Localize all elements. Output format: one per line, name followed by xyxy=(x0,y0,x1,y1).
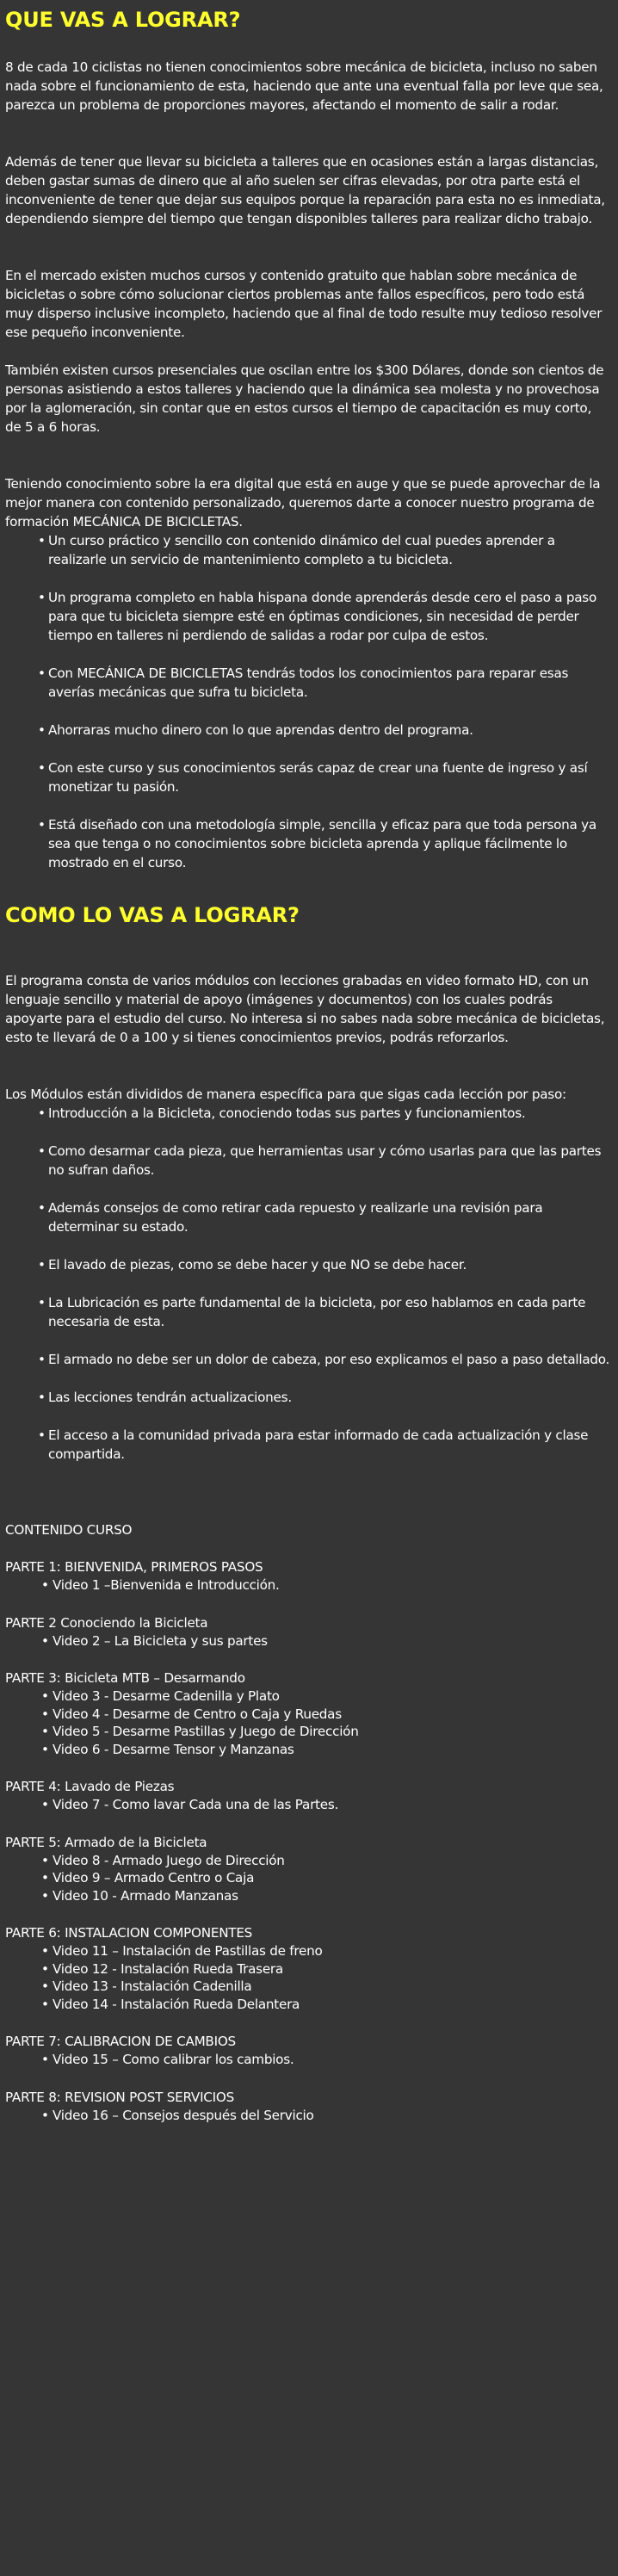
heading-que-vas-a-lograr: QUE VAS A LOGRAR? xyxy=(5,8,241,32)
video-item: • Video 6 - Desarme Tensor y Manzanas xyxy=(5,1741,611,1759)
part-title: PARTE 8: REVISION POST SERVICIOS xyxy=(5,2089,234,2105)
list-item: • El lavado de piezas, como se debe hacer y que NO se debe hacer. xyxy=(5,1255,611,1274)
course-content xyxy=(5,1520,611,2124)
list-item: • Un curso práctico y sencillo con contenido dinámico del cual puedes aprender a realizarle un servicio de mantenimiento completo a tu bicicleta. xyxy=(5,531,611,569)
list-item: • Introducción a la Bicicleta, conociendo todas sus partes y funcionamientos. xyxy=(5,1104,611,1123)
video-list xyxy=(5,1687,611,1758)
list-item: • El armado no debe ser un dolor de cabeza, por eso explicamos el paso a paso detallado. xyxy=(5,1350,611,1369)
video-list xyxy=(5,1632,611,1650)
video-list xyxy=(5,1852,611,1905)
benefits-list xyxy=(5,531,611,872)
video-item: • Video 9 – Armado Centro o Caja xyxy=(5,1869,611,1887)
list-item: • Con MECÁNICA DE BICICLETAS tendrás todos los conocimientos para reparar esas averías mecánicas que sufra tu bicicleta. xyxy=(5,664,611,702)
video-item: • Video 10 - Armado Manzanas xyxy=(5,1887,611,1905)
list-item: • Ahorraras mucho dinero con lo que aprendas dentro del programa. xyxy=(5,721,611,740)
part-title: PARTE 3: Bicicleta MTB – Desarmando xyxy=(5,1670,245,1686)
list-item: • Un programa completo en habla hispana donde aprenderás desde cero el paso a paso para que tu bicicleta siempre esté en óptimas condiciones, sin necesidad de perder tiempo en talleres ni perdiendo de salidas a rodar por culpa de estos. xyxy=(5,588,611,645)
video-item: • Video 12 - Instalación Rueda Trasera xyxy=(5,1960,611,1978)
video-list xyxy=(5,1576,611,1595)
video-item: • Video 11 – Instalación de Pastillas de freno xyxy=(5,1942,611,1960)
video-item: • Video 7 - Como lavar Cada una de las Partes. xyxy=(5,1796,611,1814)
part-title: PARTE 2 Conociendo la Bicicleta xyxy=(5,1614,208,1631)
paragraph: Los Módulos están divididos de manera específica para que sigas cada lección por paso: xyxy=(5,1087,566,1102)
list-item: • Con este curso y sus conocimientos serás capaz de crear una fuente de ingreso y así monetizar tu pasión. xyxy=(5,759,611,796)
heading-como-lo-vas-a-lograr: COMO LO VAS A LOGRAR? xyxy=(5,903,300,927)
video-item: • Video 15 – Como calibrar los cambios. xyxy=(5,2051,611,2069)
video-item: • Video 16 – Consejos después del Servicio xyxy=(5,2107,611,2125)
paragraph: El programa consta de varios módulos con lecciones grabadas en video formato HD, con un lenguaje sencillo y material de apoyo (imágenes y documentos) con los cuales podrás apoyarte para el estudio del curso. No interesa si no sabes nada sobre mecánica de bicicletas, esto te llevará de 0 a 100 y si tienes conocimientos previos, podrás reforzarlos. xyxy=(5,973,605,1045)
paragraph: 8 de cada 10 ciclistas no tienen conocimientos sobre mecánica de bicicleta, incluso no saben nada sobre el funcionamiento de esta, haciendo que ante una eventual falla por leve que sea, parezca un problema de proporciones mayores, afectando el momento de salir a rodar. xyxy=(5,59,603,113)
modules-list xyxy=(5,1104,611,1464)
video-item: • Video 8 - Armado Juego de Dirección xyxy=(5,1852,611,1870)
list-item: • El acceso a la comunidad privada para estar informado de cada actualización y clase compartida. xyxy=(5,1426,611,1464)
course-content-title: CONTENIDO CURSO xyxy=(5,1522,133,1538)
video-list xyxy=(5,1796,611,1814)
list-item: • La Lubricación es parte fundamental de la bicicleta, por eso hablamos en cada parte necesaria de esta. xyxy=(5,1293,611,1331)
video-item: • Video 5 - Desarme Pastillas y Juego de Dirección xyxy=(5,1723,611,1741)
part-title: PARTE 1: BIENVENIDA, PRIMEROS PASOS xyxy=(5,1559,263,1575)
video-item: • Video 14 - Instalación Rueda Delantera xyxy=(5,1996,611,2014)
list-item: • Como desarmar cada pieza, que herramientas usar y cómo usarlas para que las partes no sufran daños. xyxy=(5,1142,611,1180)
video-list xyxy=(5,2107,611,2125)
part-title: PARTE 5: Armado de la Bicicleta xyxy=(5,1834,207,1850)
video-list xyxy=(5,2051,611,2069)
paragraph: También existen cursos presenciales que oscilan entre los $300 Dólares, donde son cientos de personas asistiendo a estos talleres y haciendo que la dinámica sea molesta y no provechosa por la aglomeración, sin contar que en estos cursos el tiempo de capacitación es muy corto, de 5 a 6 horas. xyxy=(5,362,604,435)
list-item: • Las lecciones tendrán actualizaciones. xyxy=(5,1388,611,1407)
video-item: • Video 13 - Instalación Cadenilla xyxy=(5,1978,611,1996)
part-title: PARTE 4: Lavado de Piezas xyxy=(5,1779,175,1794)
paragraph: Teniendo conocimiento sobre la era digital que está en auge y que se puede aprovechar de la mejor manera con contenido personalizado, queremos darte a conocer nuestro programa de formación MECÁNICA DE BICICLETAS. xyxy=(5,476,601,529)
list-item: • Además consejos de como retirar cada repuesto y realizarle una revisión para determinar su estado. xyxy=(5,1198,611,1236)
part-title: PARTE 6: INSTALACION COMPONENTES xyxy=(5,1925,253,1941)
video-item: • Video 3 - Desarme Cadenilla y Plato xyxy=(5,1687,611,1706)
video-list xyxy=(5,1942,611,2013)
video-item: • Video 2 – La Bicicleta y sus partes xyxy=(5,1632,611,1650)
video-item: • Video 4 - Desarme de Centro o Caja y Ruedas xyxy=(5,1706,611,1724)
list-item: • Está diseñado con una metodología simple, sencilla y eficaz para que toda persona ya sea que tenga o no conocimientos sobre bicicleta aprenda y aplique fácilmente lo mostrado en el curso. xyxy=(5,815,611,872)
paragraph: En el mercado existen muchos cursos y contenido gratuito que hablan sobre mecánica de bicicletas o sobre cómo solucionar ciertos problemas ante fallos específicos, pero todo está muy disperso inclusive incompleto, haciendo que al final de todo resulte muy tedioso resolver ese pequeño inconveniente. xyxy=(5,268,603,340)
video-item: • Video 1 –Bienvenida e Introducción. xyxy=(5,1576,611,1595)
part-title: PARTE 7: CALIBRACION DE CAMBIOS xyxy=(5,2034,236,2049)
paragraph: Además de tener que llevar su bicicleta a talleres que en ocasiones están a largas distancias, deben gastar sumas de dinero que al año suelen ser cifras elevadas, por otra parte está el inconveniente de tener que dejar sus equipos porque la reparación para esta no es inmediata, dependiendo siempre del tiempo que tengan disponibles talleres para realizar dicho trabajo. xyxy=(5,154,605,226)
